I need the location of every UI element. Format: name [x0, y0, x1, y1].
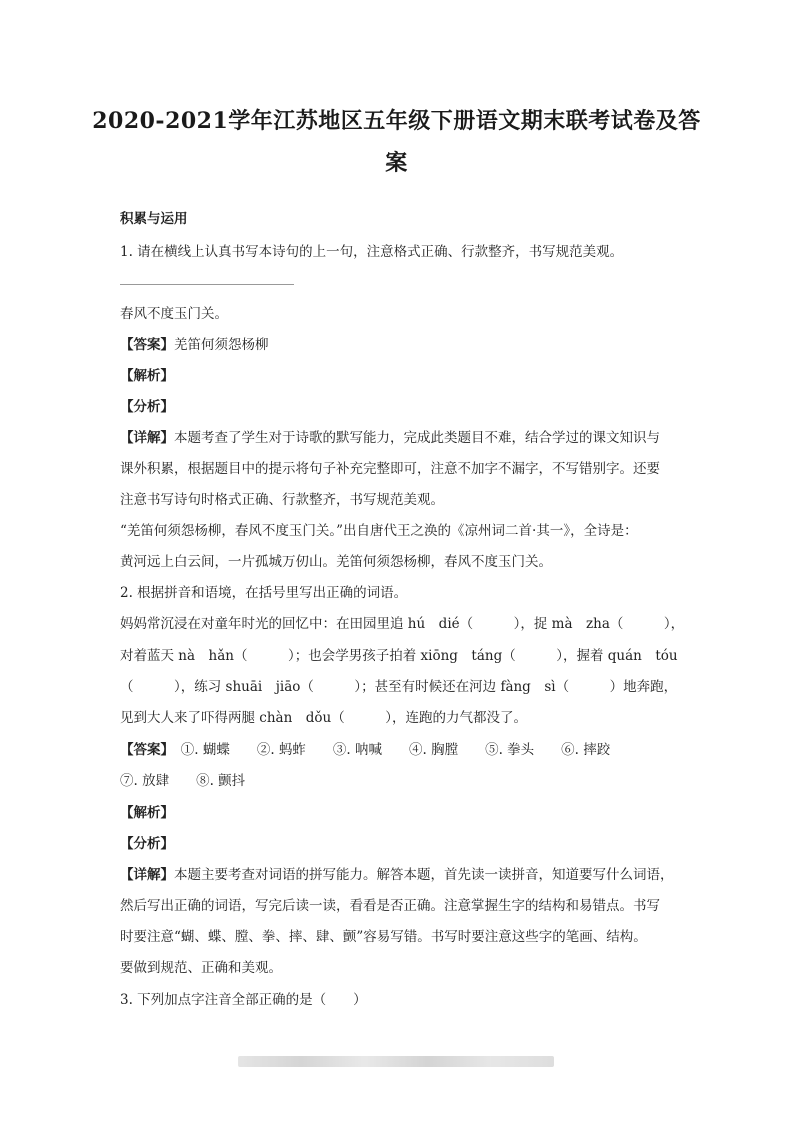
q1-poem-line: 春风不度玉门关。 — [120, 306, 228, 322]
bracket-label: 【解析】 — [120, 368, 174, 384]
q2-text-line: 对着蓝天 nà hǎn（ ）；也会学男孩子拍着 xiōng táng（ ），握着 quán tóu — [120, 648, 678, 664]
bracket-label: 【分析】 — [120, 399, 174, 415]
q3-question: 3. 下列加点字注音全部正确的是（ ） — [120, 992, 367, 1008]
q1-question: 1. 请在横线上认真书写本诗句的上一句，注意格式正确、行款整齐，书写规范美观。 — [120, 244, 624, 260]
q2-text-line: （ ），练习 shuāi jiāo（ ）；甚至有时候还在河边 fàng sì（ ）地奔跑， — [120, 679, 678, 695]
document-title-line-1: 2020-2021学年江苏地区五年级下册语文期末联考试卷及答 — [92, 108, 701, 134]
q2-detail-line: 要做到规范、正确和美观。 — [120, 960, 282, 976]
bracket-label: 【解析】 — [120, 805, 174, 821]
q1-detail-line — [120, 426, 660, 446]
bracket-label: 【答案】 — [120, 742, 168, 758]
q2-detail-line: 然后写出正确的词语，写完后读一读，看看是否正确。注意掌握生字的结构和易错点。书写 — [120, 898, 660, 914]
q2-answer-line-2: ⑦. 放肆 ⑧. 颤抖 — [120, 773, 246, 789]
q2-detail-line — [120, 863, 674, 883]
bracket-label: 【答案】 — [120, 337, 174, 353]
q2-jiexi — [120, 801, 174, 821]
document-title-line-2: 案 — [385, 150, 408, 176]
q1-jiexi — [120, 364, 174, 384]
q1-detail-line: “羌笛何须怨杨柳，春风不度玉门关。”出自唐代王之涣的《凉州词二首·其一》，全诗是： — [120, 523, 638, 539]
q1-detail-line: 注意书写诗句时格式正确、行款整齐，书写规范美观。 — [120, 492, 444, 508]
line-text: 本题主要考查对词语的拼写能力。解答本题，首先读一读拼音，知道要写什么词语， — [174, 867, 674, 883]
line-text: 本题考查了学生对于诗歌的默写能力，完成此类题目不难，结合学过的课文知识与 — [174, 430, 660, 446]
q1-detail-line: 课外积累，根据题目中的提示将句子补充完整即可，注意不加字不漏字，不写错别字。还要 — [120, 461, 660, 477]
bracket-label: 【分析】 — [120, 836, 174, 852]
bracket-label: 【详解】 — [120, 867, 174, 883]
section-heading: 积累与运用 — [120, 211, 188, 227]
blurred-footer-watermark — [238, 1056, 554, 1067]
line-text: 羌笛何须怨杨柳 — [174, 337, 269, 353]
bracket-label: 【详解】 — [120, 430, 174, 446]
q2-fenxi — [120, 832, 174, 852]
q1-answer — [120, 333, 269, 353]
q2-text-line: 见到大人来了吓得两腿 chàn dǒu（ ），连跑的力气都没了。 — [120, 710, 528, 726]
q2-question: 2. 根据拼音和语境，在括号里写出正确的词语。 — [120, 585, 408, 601]
q2-text-line: 妈妈常沉浸在对童年时光的回忆中：在田园里追 hú dié（ ），捉 mà zha（ ）， — [120, 616, 685, 632]
q2-answer-line-1 — [120, 738, 610, 758]
q1-fenxi — [120, 395, 174, 415]
q1-answer-blank-line — [120, 284, 294, 285]
q2-detail-line: 时要注意“蝴、蝶、膛、拳、摔、肆、颤”容易写错。书写时要注意这些字的笔画、结构。 — [120, 929, 647, 945]
line-text: ①. 蝴蝶 ②. 蚂蚱 ③. 呐喊 ④. 胸膛 ⑤. 拳头 ⑥. 摔跤 — [167, 742, 611, 758]
q1-detail-line: 黄河远上白云间，一片孤城万仞山。羌笛何须怨杨柳，春风不度玉门关。 — [120, 554, 552, 570]
